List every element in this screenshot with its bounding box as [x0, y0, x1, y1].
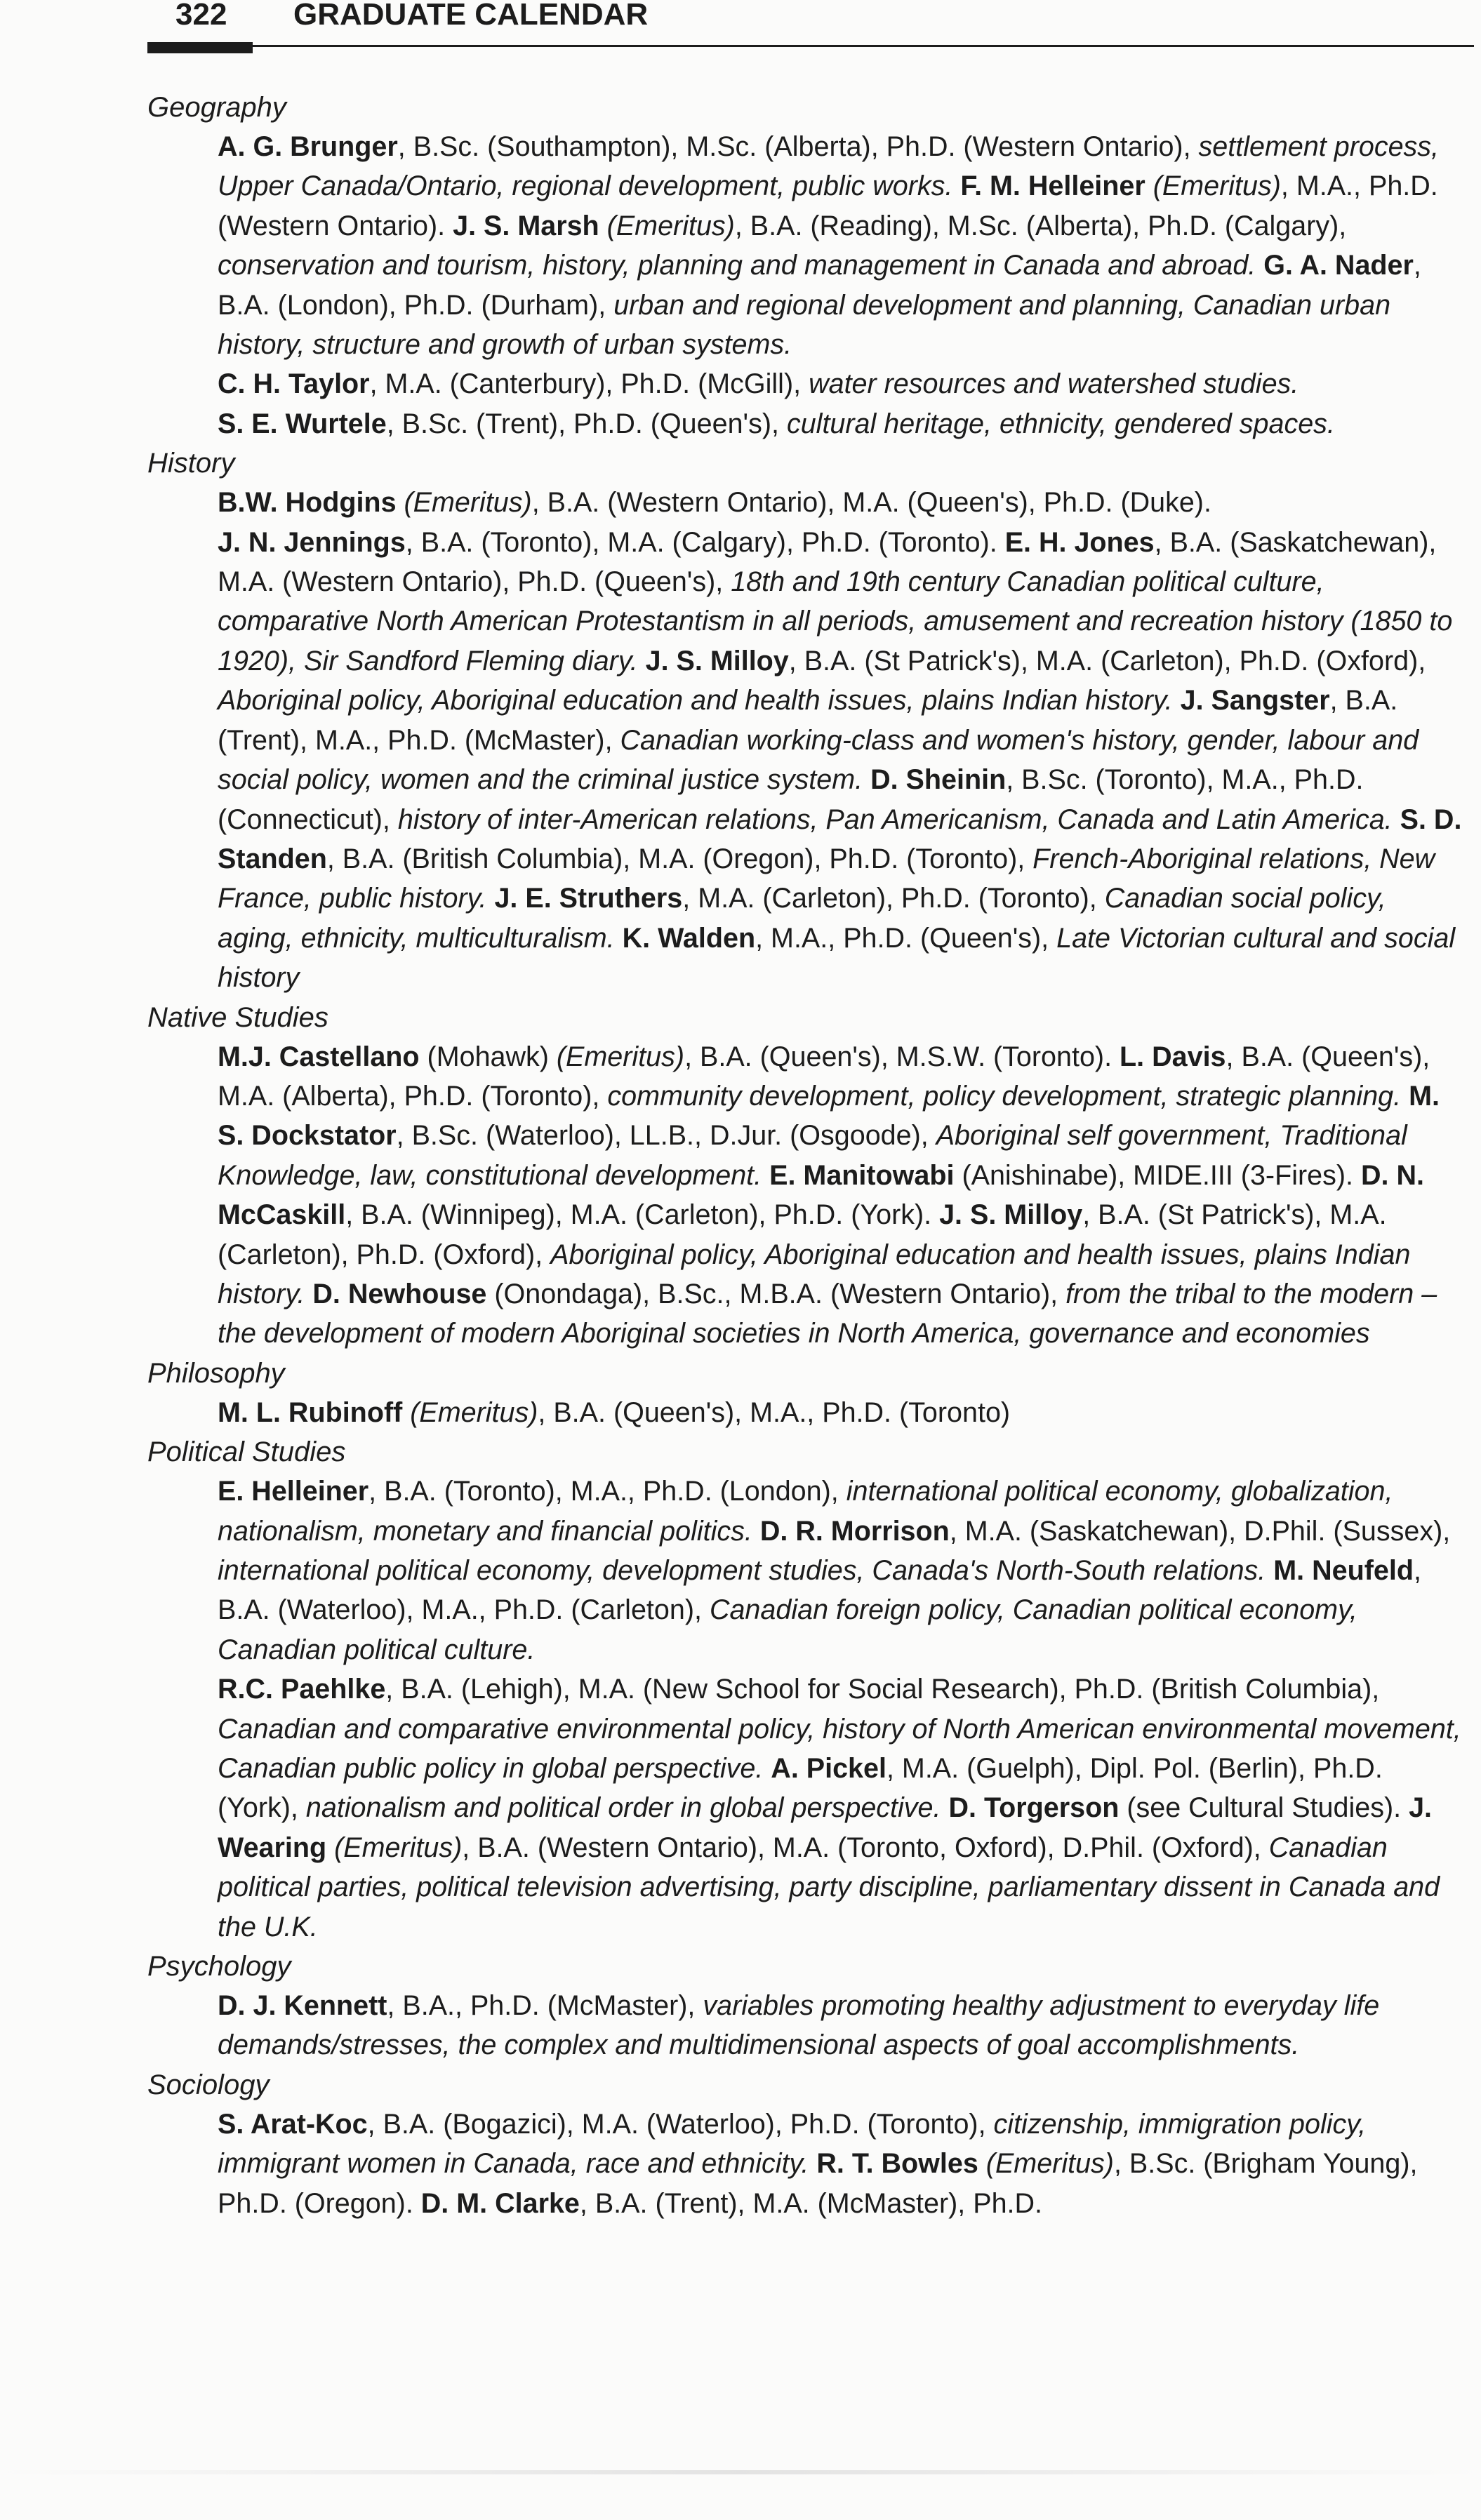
faculty-name: J. Sangster	[1180, 685, 1330, 716]
research-fields: Canadian social policy, aging, ethnicity, multiculturalism.	[218, 883, 1386, 954]
faculty-credentials: (Anishinabe), MIDE.III (3-Fires).	[954, 1159, 1353, 1191]
research-fields: settlement process, Upper Canada/Ontario, regional development, public works.	[218, 131, 1440, 202]
faculty-listing	[147, 88, 1467, 2223]
research-fields: Aboriginal policy, Aboriginal education and health issues, plains Indian history.	[218, 1239, 1411, 1309]
emeritus-label: (Emeritus)	[985, 2148, 1114, 2180]
faculty-entry	[769, 1160, 1353, 1191]
section-entries	[218, 127, 1463, 444]
faculty-name: M. S. Dockstator	[218, 1080, 1440, 1152]
faculty-name: K. Walden	[622, 922, 756, 954]
faculty-name: E. Helleiner	[218, 1476, 369, 1507]
faculty-name: E. H. Jones	[1004, 526, 1155, 558]
research-fields: conservation and tourism, history, planning and management in Canada and abroad.	[218, 250, 1256, 281]
faculty-name: R. T. Bowles	[816, 2148, 978, 2180]
faculty-paragraph	[218, 364, 1463, 404]
faculty-credentials: , B.A. (St Patrick's), M.A. (Carleton), Ph.D. (Oxford),	[218, 1199, 1387, 1270]
section-heading: Political Studies	[147, 1436, 346, 1468]
research-fields: Canadian political parties, political television advertising, party discipline, parliamentary dissent in Canada and the U.K.	[218, 1832, 1440, 1942]
faculty-credentials: , B.Sc. (Waterloo), LL.B., D.Jur. (Osgoode),	[396, 1120, 936, 1152]
faculty-credentials: , B.Sc. (Toronto), M.A., Ph.D. (Connecticut),	[218, 764, 1364, 835]
faculty-paragraph	[218, 523, 1463, 998]
page-bottom-divider	[0, 2470, 1481, 2474]
faculty-credentials: , B.A. (Bogazici), M.A. (Waterloo), Ph.D. (Toronto),	[367, 2108, 994, 2140]
faculty-name: J. Wearing	[218, 1792, 1433, 1863]
faculty-credentials: , M.A. (Guelph), Dipl. Pol. (Berlin), Ph.D. (York),	[218, 1753, 1383, 1824]
research-fields: international political economy, globalization, nationalism, monetary and financial politics.	[218, 1476, 1393, 1547]
research-fields: Canadian foreign policy, Canadian political economy, Canadian political culture.	[218, 1594, 1357, 1665]
faculty-credentials: , B.Sc. (Trent), Ph.D. (Queen's),	[386, 408, 787, 439]
faculty-name: D. N. McCaskill	[218, 1159, 1424, 1231]
section-heading: History	[147, 448, 235, 479]
faculty-name: L. Davis	[1120, 1041, 1226, 1072]
faculty-name: A. Pickel	[771, 1753, 886, 1785]
faculty-entry	[218, 368, 1299, 399]
faculty-credentials: , M.A., Ph.D. (Queen's),	[755, 922, 1057, 954]
page-number: 322	[175, 0, 227, 32]
faculty-credentials: , B.A., Ph.D. (McMaster),	[387, 1990, 703, 2022]
emeritus-label: (Emeritus)	[606, 210, 735, 241]
faculty-name: D. Newhouse	[312, 1278, 487, 1309]
faculty-name: C. H. Taylor	[218, 368, 370, 400]
faculty-credentials: , B.A. (Trent), M.A. (McMaster), Ph.D.	[579, 2187, 1043, 2219]
faculty-name: D. Torgerson	[948, 1792, 1120, 1824]
faculty-name: J. N. Jennings	[218, 526, 406, 558]
faculty-paragraph	[218, 1393, 1463, 1432]
section-entries	[218, 1472, 1463, 1947]
research-fields: from the tribal to the modern – the development of modern Aboriginal societies in North America, governance and economies	[218, 1278, 1437, 1349]
faculty-entry	[218, 487, 1211, 518]
faculty-entry	[218, 408, 1335, 439]
research-fields: international political economy, development studies, Canada's North-South relations.	[218, 1555, 1266, 1586]
faculty-name: S. D. Standen	[218, 804, 1462, 874]
faculty-credentials: , B.Sc. (Southampton), M.Sc. (Alberta), Ph.D. (Western Ontario),	[397, 131, 1199, 162]
faculty-credentials: , B.A. (British Columbia), M.A. (Oregon), Ph.D. (Toronto),	[326, 843, 1033, 874]
faculty-credentials: , M.A. (Saskatchewan), D.Phil. (Sussex),	[949, 1515, 1451, 1547]
section-heading: Philosophy	[147, 1357, 285, 1389]
header-rule-accent	[147, 42, 253, 53]
faculty-name: D. R. Morrison	[759, 1515, 950, 1547]
section-entries	[218, 1393, 1463, 1432]
section-entries	[218, 2105, 1463, 2223]
faculty-credentials: , B.A. (Trent), M.A., Ph.D. (McMaster),	[218, 685, 1398, 756]
faculty-entry	[948, 1792, 1401, 1823]
section-entries	[218, 1986, 1463, 2065]
research-fields: water resources and watershed studies.	[809, 368, 1299, 400]
faculty-credentials: , B.A. (Queen's), M.A., Ph.D. (Toronto)	[538, 1396, 1011, 1428]
running-title: GRADUATE CALENDAR	[293, 0, 649, 32]
section-entries	[218, 1037, 1463, 1354]
faculty-credentials: , B.A. (St Patrick's), M.A. (Carleton), Ph.D. (Oxford),	[788, 645, 1426, 676]
emeritus-label: (Emeritus)	[410, 1396, 538, 1428]
emeritus-label: (Emeritus)	[334, 1832, 463, 1863]
faculty-name: J. E. Struthers	[494, 883, 683, 914]
faculty-credentials: , B.Sc. (Brigham Young), Ph.D. (Oregon).	[218, 2148, 1418, 2219]
research-fields: community development, policy development, strategic planning.	[607, 1080, 1402, 1112]
research-fields: citizenship, immigration policy, immigrant women in Canada, race and ethnicity.	[218, 2108, 1367, 2180]
faculty-credentials: , B.A. (Queen's), M.S.W. (Toronto).	[684, 1041, 1113, 1072]
faculty-credentials: (Onondaga), B.Sc., M.B.A. (Western Ontario),	[486, 1278, 1066, 1309]
research-fields: Aboriginal policy, Aboriginal education and health issues, plains Indian history.	[218, 685, 1173, 716]
faculty-name: D. M. Clarke	[420, 2187, 580, 2219]
research-fields: French-Aboriginal relations, New France, public history.	[218, 843, 1435, 914]
faculty-name: B.W. Hodgins	[218, 487, 397, 519]
faculty-paragraph	[218, 127, 1463, 364]
research-fields: Late Victorian cultural and social history	[218, 922, 1456, 994]
research-fields: Canadian and comparative environmental policy, history of North American environmental movement, Canadian public policy in global perspective.	[218, 1713, 1461, 1785]
faculty-entry	[218, 1990, 1379, 2060]
research-fields: nationalism and political order in global perspective.	[305, 1792, 941, 1824]
emeritus-label: (Emeritus)	[1153, 171, 1281, 202]
faculty-entry	[218, 1279, 1437, 1349]
faculty-credentials: , B.A. (Western Ontario), M.A. (Queen's), Ph.D. (Duke).	[531, 487, 1211, 519]
faculty-name: S. E. Wurtele	[218, 408, 387, 439]
faculty-name: M.J. Castellano	[218, 1041, 420, 1072]
faculty-name: A. G. Brunger	[218, 131, 398, 162]
faculty-credentials: (Mohawk)	[419, 1041, 557, 1072]
research-fields: variables promoting healthy adjustment to everyday life demands/stresses, the complex and multidimensional aspects of goal accomplishments.	[218, 1990, 1380, 2061]
faculty-credentials: , B.A. (Lehigh), M.A. (New School for Social Research), Ph.D. (British Columbia),	[385, 1674, 1380, 1705]
faculty-credentials: , M.A., Ph.D. (Western Ontario).	[218, 171, 1438, 241]
faculty-entry	[218, 1041, 1112, 1072]
section-entries	[218, 483, 1463, 997]
faculty-credentials: , B.A. (Waterloo), M.A., Ph.D. (Carleton),	[218, 1555, 1421, 1626]
faculty-paragraph	[218, 2105, 1463, 2223]
faculty-entry	[421, 2188, 1042, 2219]
faculty-paragraph	[218, 1472, 1463, 1669]
section-heading: Psychology	[147, 1951, 291, 1982]
header-rule	[147, 45, 1474, 47]
faculty-name: D. Sheinin	[870, 764, 1007, 796]
faculty-name: D. J. Kennett	[218, 1990, 387, 2022]
emeritus-label: (Emeritus)	[404, 487, 532, 519]
research-fields: Canadian working-class and women's history, gender, labour and social policy, women and the criminal justice system.	[218, 724, 1419, 796]
faculty-credentials: , B.A. (Western Ontario), M.A. (Toronto, Oxford), D.Phil. (Oxford),	[462, 1832, 1269, 1863]
section-heading: Native Studies	[147, 1001, 328, 1033]
faculty-credentials: , B.A. (Toronto), M.A. (Calgary), Ph.D. (Toronto).	[405, 526, 997, 558]
faculty-credentials: , B.A. (Queen's), M.A. (Alberta), Ph.D. (Toronto),	[218, 1041, 1430, 1112]
faculty-entry	[218, 527, 997, 558]
faculty-credentials: (see Cultural Studies).	[1119, 1792, 1402, 1824]
faculty-name: G. A. Nader	[1263, 250, 1414, 281]
faculty-paragraph	[218, 404, 1463, 444]
faculty-credentials: , M.A. (Carleton), Ph.D. (Toronto),	[682, 883, 1105, 914]
faculty-credentials: , B.A. (Reading), M.Sc. (Alberta), Ph.D. (Calgary),	[734, 210, 1347, 241]
research-fields: history of inter-American relations, Pan Americanism, Canada and Latin America.	[397, 804, 1393, 835]
section-heading: Geography	[147, 92, 286, 123]
faculty-name: R.C. Paehlke	[218, 1674, 386, 1705]
research-fields: 18th and 19th century Canadian political culture, comparative North American Protestantism in all periods, amusement and recreation history (1850 to 1920), Sir Sandford Fleming diary.	[218, 566, 1453, 676]
faculty-paragraph	[218, 1037, 1463, 1354]
faculty-entry	[218, 1397, 1010, 1428]
research-fields: cultural heritage, ethnicity, gendered spaces.	[786, 408, 1335, 439]
emeritus-label: (Emeritus)	[556, 1041, 685, 1072]
faculty-paragraph	[218, 1986, 1463, 2065]
faculty-name: J. S. Milloy	[939, 1199, 1083, 1231]
faculty-name: J. S. Milloy	[645, 645, 789, 676]
faculty-credentials: , B.A. (Saskatchewan), M.A. (Western Ontario), Ph.D. (Queen's),	[218, 526, 1437, 598]
research-fields: urban and regional development and planning, Canadian urban history, structure and growth of urban systems.	[218, 289, 1391, 361]
faculty-name: E. Manitowabi	[769, 1159, 955, 1191]
faculty-credentials: , M.A. (Canterbury), Ph.D. (McGill),	[369, 368, 809, 400]
faculty-name: F. M. Helleiner	[960, 171, 1145, 202]
faculty-paragraph	[218, 483, 1463, 522]
section-heading: Sociology	[147, 2069, 270, 2100]
faculty-credentials: , B.A. (London), Ph.D. (Durham),	[218, 250, 1421, 321]
faculty-credentials: , B.A. (Winnipeg), M.A. (Carleton), Ph.D. (York).	[345, 1199, 932, 1231]
faculty-credentials: , B.A. (Toronto), M.A., Ph.D. (London),	[368, 1476, 846, 1507]
faculty-name: M. Neufeld	[1273, 1555, 1414, 1586]
research-fields: Aboriginal self government, Traditional Knowledge, law, constitutional development.	[218, 1120, 1407, 1191]
faculty-name: J. S. Marsh	[453, 210, 599, 241]
faculty-name: S. Arat-Koc	[218, 2108, 368, 2140]
faculty-paragraph	[218, 1669, 1463, 1947]
faculty-name: M. L. Rubinoff	[218, 1396, 403, 1428]
